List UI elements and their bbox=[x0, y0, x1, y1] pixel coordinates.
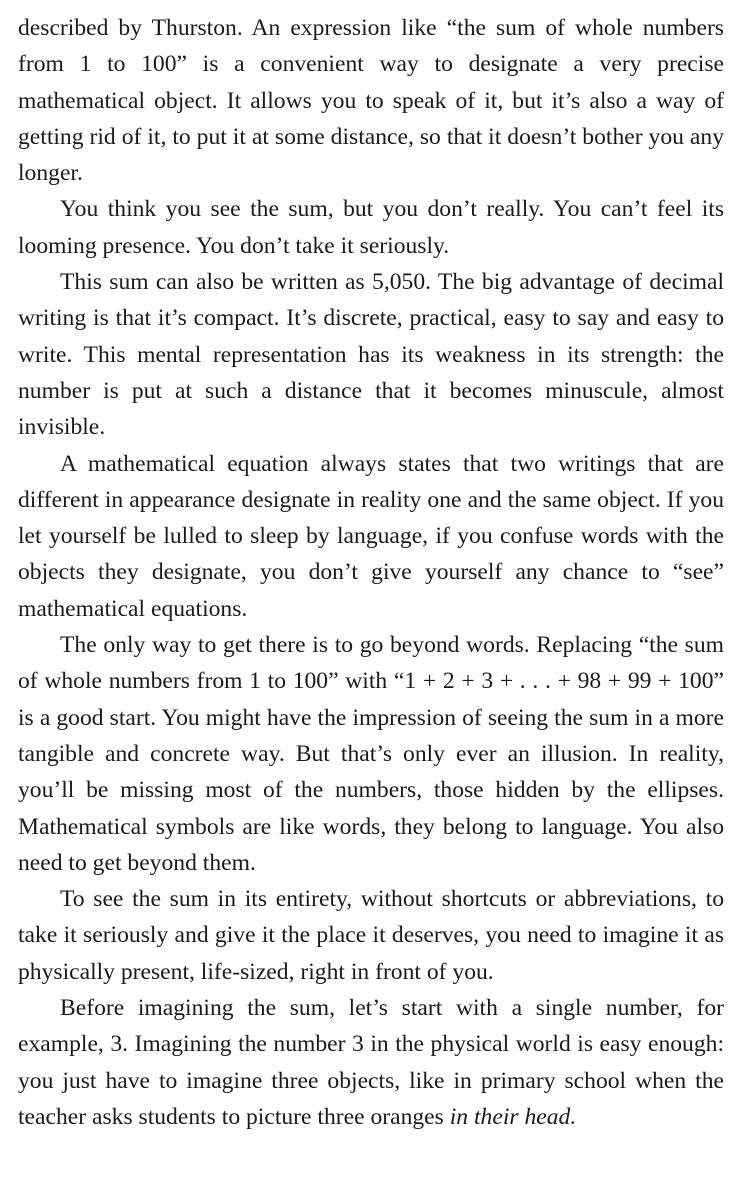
paragraph-6-text: To see the sum in its entirety, without shortcuts or abbreviations, to take it seriously and give it the place it deserves, you need to imagine it as physically present, life-sized, right in front of you. bbox=[18, 886, 724, 985]
paragraph-5-text: The only way to get there is to go beyond words. Replacing “the sum of whole numbers from 1 to 100” with “1 + 2 + 3 + . . . + 98 + 99 + 100” is a good start. You might have the impression of seeing the sum in a more tangible and concrete way. But that’s only ever an illusion. In reality, you’ll be missing most of the numbers, those hidden by the ellipses. Mathematical symbols are like words, they belong to language. You also need to get beyond them. bbox=[18, 632, 724, 876]
paragraph-7-text: Before imagining the sum, let’s start with a single number, for example, 3. Imagining the number 3 in the physical world is easy enough: you just have to imagine three objects, like in primary school when the teacher asks students to picture three oranges bbox=[18, 995, 724, 1130]
paragraph-1 bbox=[18, 10, 724, 191]
paragraph-2 bbox=[18, 191, 724, 264]
paragraph-2-text: You think you see the sum, but you don’t really. You can’t feel its looming presence. You don’t take it seriously. bbox=[18, 196, 724, 259]
paragraph-7 bbox=[18, 990, 724, 1135]
paragraph-6 bbox=[18, 881, 724, 990]
paragraph-4 bbox=[18, 446, 724, 627]
paragraph-7-emphasis: in their head. bbox=[449, 1103, 577, 1130]
paragraph-3 bbox=[18, 264, 724, 445]
paragraph-4-text: A mathematical equation always states that two writings that are different in appearance designate in reality one and the same object. If you let yourself be lulled to sleep by language, if you confuse words with the objects they designate, you don’t give yourself any chance to “see” mathematical equations. bbox=[18, 450, 724, 622]
paragraph-3-text: This sum can also be written as 5,050. The big advantage of decimal writing is that it’s compact. It’s discrete, practical, easy to say and easy to write. This mental representation has its weakness in its strength: the number is put at such a distance that it becomes minuscule, almost invisible. bbox=[18, 269, 724, 441]
paragraph-1-text: described by Thurston. An expression like “the sum of whole numbers from 1 to 100” is a convenient way to designate a very precise mathematical object. It allows you to speak of it, but it’s also a way of getting rid of it, to put it at some distance, so that it doesn’t bother you any longer. bbox=[18, 15, 724, 187]
paragraph-5 bbox=[18, 627, 724, 881]
